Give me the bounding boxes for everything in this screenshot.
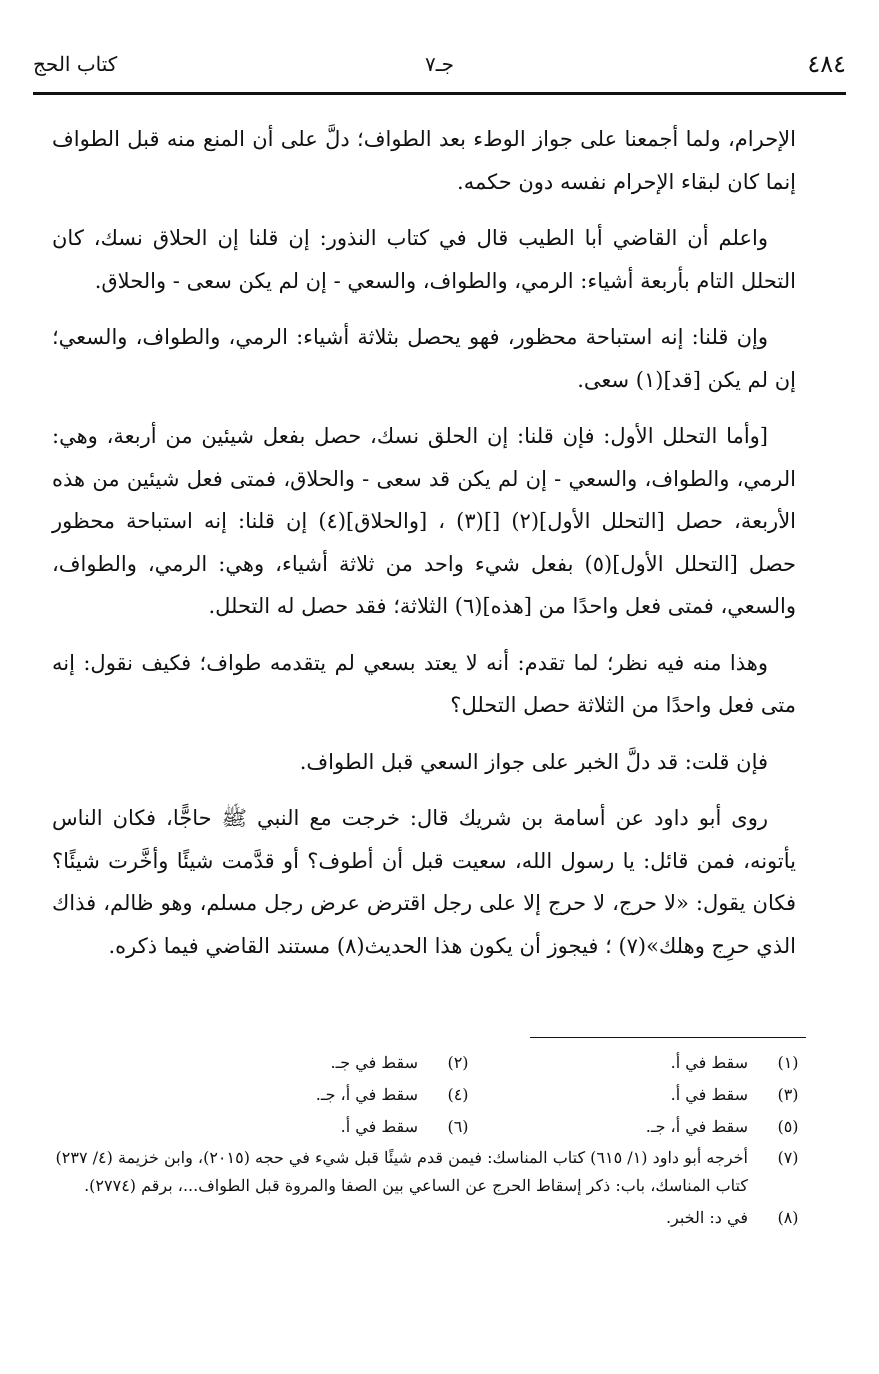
paragraph: فإن قلت: قد دلَّ الخبر على جواز السعي قبل الطواف. (299, 749, 768, 774)
paragraph: الإحرام، ولما أجمعنا على جواز الوطء بعد الطواف؛ دلَّ على أن المنع منه قبل الطواف إنما كان لبقاء الإحرام نفسه دون حكمه. (52, 127, 796, 194)
paragraph: [وأما التحلل الأول: فإن قلنا: إن الحلق نسك، حصل بفعل شيئين من أربعة، وهي: الرمي، والطواف، والسعي - إن لم يكن قد سعى - والحلاق، فمتى فعل شيئين من هذه الأربعة، حصل [التحلل الأول](٢) [](٣) ، [والحلاق](٤) إن قلنا: إنه استباحة محظور حصل [التحلل الأول](٥) بفعل شيء واحد من ثلاثة أشياء، وهي: الرمي، والطواف، والسعي، فمتى فعل واحدًا من [هذه](٦) الثلاثة؛ فقد حصل له التحلل. (52, 424, 797, 618)
paragraph: وإن قلنا: إنه استباحة محظور، فهو يحصل بثلاثة أشياء: الرمي، والطواف، والسعي؛ إن لم يكن [قد](١) سعى. (52, 325, 796, 392)
footnotes-long (40, 1144, 810, 1232)
footnote-number: (١) (777, 1053, 799, 1072)
footnote-number: (٤) (447, 1085, 469, 1104)
footnote-text: في د: الخبر. (665, 1208, 748, 1227)
footnote (40, 1144, 810, 1200)
page-number: ٤٨٤ (807, 50, 846, 78)
footnote-number: (٣) (777, 1085, 799, 1104)
paragraph: روى أبو داود عن أسامة بن شريك قال: خرجت مع النبي ﷺ حاجًّا، فكان الناس يأتونه، فمن قائل: يا رسول الله، سعيت قبل أن أطوف؟ أو قدَّمت شيئًا وأخَّرت شيئًا؟ فكان يقول: «لا حرج، لا حرج إلا على رجل اقترض عرض رجل مسلم، وهو ظالم، فذاك الذي حرِج وهلك»(٧) ؛ فيجوز أن يكون هذا الحديث(٨) مستند القاضي فيما ذكره. (52, 806, 796, 958)
footnote-text: أخرجه أبو داود (١/ ٦١٥) كتاب المناسك: فيمن قدم شيئًا قبل شيء في حجه (٢٠١٥)، وابن خزيمة (٤/ ٢٣٧) كتاب المناسك، باب: ذكر إسقاط الحرج عن الساعي بين الصفا والمروة قبل الطواف...، برقم (٢٧٧٤). (55, 1148, 748, 1195)
footnote-rule (530, 1037, 806, 1038)
footnote (341, 1112, 480, 1142)
footnote-text: سقط في أ، جـ. (315, 1085, 418, 1104)
footnote-number: (٧) (777, 1148, 799, 1167)
paragraph: واعلم أن القاضي أبا الطيب قال في كتاب النذور: إن قلنا إن الحلاق نسك، كان التحلل التام بأربعة أشياء: الرمي، والطواف، والسعي - إن لم يكن سعى - والحلاق. (52, 226, 796, 293)
footnote-text: سقط في أ. (340, 1117, 418, 1136)
footnote-number: (٦) (447, 1117, 469, 1136)
footnote (671, 1048, 810, 1078)
book-title: كتاب الحج (33, 52, 118, 76)
footnote-text: سقط في جـ. (330, 1053, 418, 1072)
footnote (646, 1112, 810, 1142)
footnote (330, 1048, 480, 1078)
volume-label: جـ٧ (425, 52, 454, 76)
footnote-text: سقط في أ، جـ. (645, 1117, 748, 1136)
footnote-text: سقط في أ. (670, 1085, 748, 1104)
running-header (33, 46, 846, 86)
header-rule (33, 92, 846, 95)
footnote-number: (٢) (447, 1053, 469, 1072)
footnote-number: (٥) (777, 1117, 799, 1136)
footnote (40, 1204, 810, 1232)
footnote-text: سقط في أ. (670, 1053, 748, 1072)
paragraph: وهذا منه فيه نظر؛ لما تقدم: أنه لا يعتد بسعي لم يتقدمه طواف؛ فكيف نقول: إنه متى فعل واحدًا من الثلاثة حصل التحلل؟ (52, 650, 796, 717)
footnote (316, 1080, 480, 1110)
main-text (52, 118, 796, 981)
footnote-number: (٨) (777, 1208, 799, 1227)
footnote (671, 1080, 810, 1110)
footnotes-short (40, 1048, 810, 1146)
